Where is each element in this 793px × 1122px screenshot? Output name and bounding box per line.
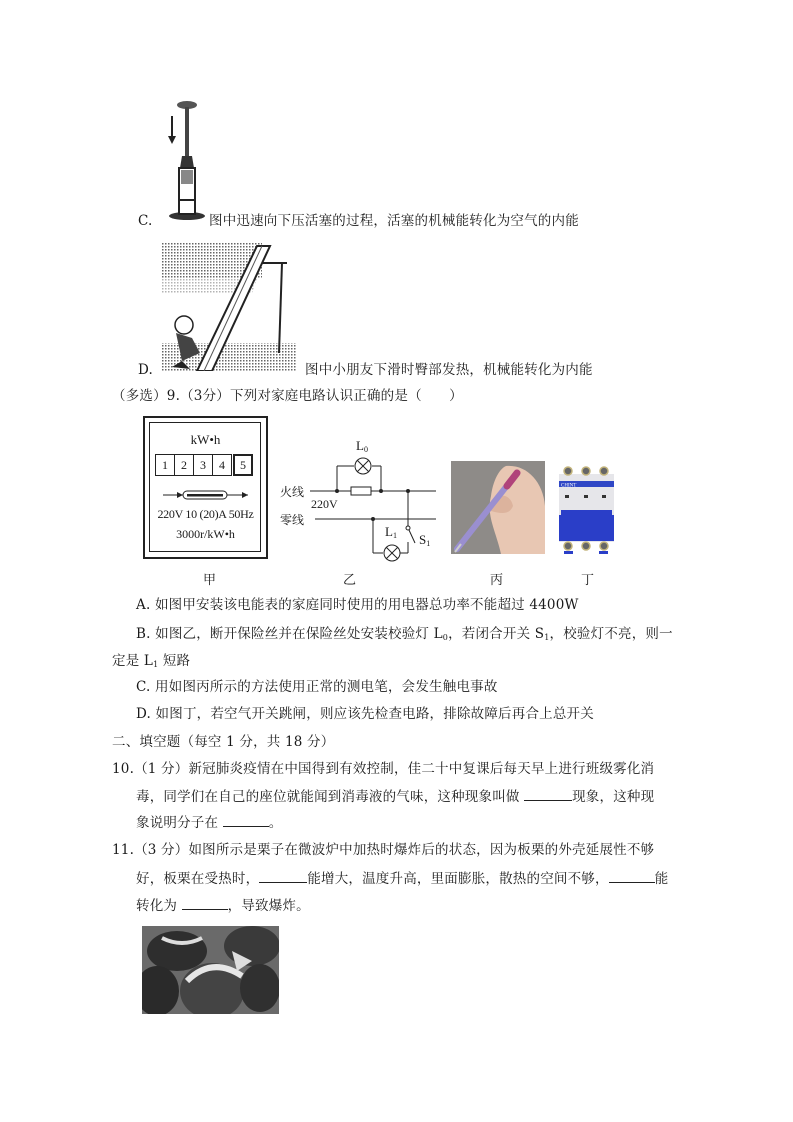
figure-bing-test-pen: [451, 461, 545, 554]
switch-s1-label: $S_1$: [419, 532, 431, 548]
q9-option-a: A. 如图甲安装该电能表的家庭同时使用的用电器总功率不能超过 4400W: [136, 597, 579, 613]
figure-jia-meter: [143, 416, 268, 559]
q11-line1: 11.（3 分）如图所示是栗子在微波炉中加热时爆炸后的状态，因为板栗的外壳延展性不够: [112, 842, 655, 858]
section-heading: 二、填空题（每空 1 分，共 18 分）: [112, 734, 335, 750]
q8-option-d: [138, 361, 593, 379]
option-text: 图中小朋友下滑时臀部发热，机械能转化为内能: [305, 362, 593, 378]
meter-disc-icon: [163, 489, 248, 501]
digit: 2: [175, 454, 194, 476]
answer-blank[interactable]: [609, 868, 655, 883]
answer-blank[interactable]: [182, 895, 228, 910]
answer-blank[interactable]: [259, 868, 307, 883]
meter-rating: 220V 10 (20)A 50Hz: [157, 507, 254, 521]
lamp-l0-label: $L_0$: [356, 438, 368, 454]
figure-ding-breaker: [556, 464, 616, 554]
option-letter: D.: [138, 362, 154, 378]
air-pump-figure: [160, 98, 210, 228]
lamp-l1-label: $L_1$: [385, 524, 397, 540]
q9-option-d: D. 如图丁，若空气开关跳闸，则应该先检查电路，排除故障后再合上总开关: [136, 706, 594, 722]
meter-unit: kW•h: [190, 432, 221, 447]
live-wire-label: 火线: [280, 485, 305, 499]
answer-blank[interactable]: [223, 812, 269, 827]
q9-option-c: C. 用如图丙所示的方法使用正常的测电笔，会发生触电事故: [136, 679, 498, 695]
slide-figure: [162, 243, 297, 371]
answer-blank[interactable]: [524, 786, 572, 801]
digit: 1: [155, 454, 175, 476]
digit: 4: [213, 454, 232, 476]
q11-line3: 转化为 ，导致爆炸。: [136, 895, 310, 915]
q9-option-b-cont: 定是 $L_1$ 短路: [112, 653, 191, 669]
option-letter: C.: [138, 213, 153, 229]
caption-yi: 乙: [343, 573, 357, 588]
caption-ding: 丁: [581, 573, 595, 588]
q9-stem: （多选）9.（3分）下列对家庭电路认识正确的是（ ）: [112, 388, 463, 404]
breaker-brand: CHINT: [561, 483, 577, 489]
digit-last: 5: [233, 454, 253, 476]
digit: 3: [194, 454, 213, 476]
neutral-wire-label: 零线: [280, 513, 305, 527]
chestnuts-figure: [142, 926, 279, 1014]
q10-line1: 10.（1 分）新冠肺炎疫情在中国得到有效控制，佳二十中复课后每天早上进行班级雾化消: [112, 761, 655, 777]
q8-option-c: [138, 212, 579, 230]
option-text: 图中迅速向下压活塞的过程，活塞的机械能转化为空气的内能: [209, 213, 579, 229]
q9-option-b: B. 如图乙，断开保险丝并在保险丝处安装校验灯 $L_0$，若闭合开关 $S_1$，校验灯不亮，则一: [136, 626, 673, 642]
voltage-label: 220V: [311, 497, 338, 511]
meter-digits: [155, 454, 253, 476]
q10-line2: 毒，同学们在自己的座位就能闻到消毒液的气味，这种现象叫做 现象，这种现: [136, 786, 654, 806]
caption-jia: 甲: [203, 573, 217, 588]
figure-yi-circuit: [278, 436, 440, 568]
caption-bing: 丙: [490, 573, 504, 588]
meter-constant: 3000r/kW•h: [176, 527, 235, 541]
q10-line3: 象说明分子在 。: [136, 812, 282, 832]
q11-line2: 好，板栗在受热时， 能增大，温度升高，里面膨胀，散热的空间不够， 能: [136, 868, 668, 888]
